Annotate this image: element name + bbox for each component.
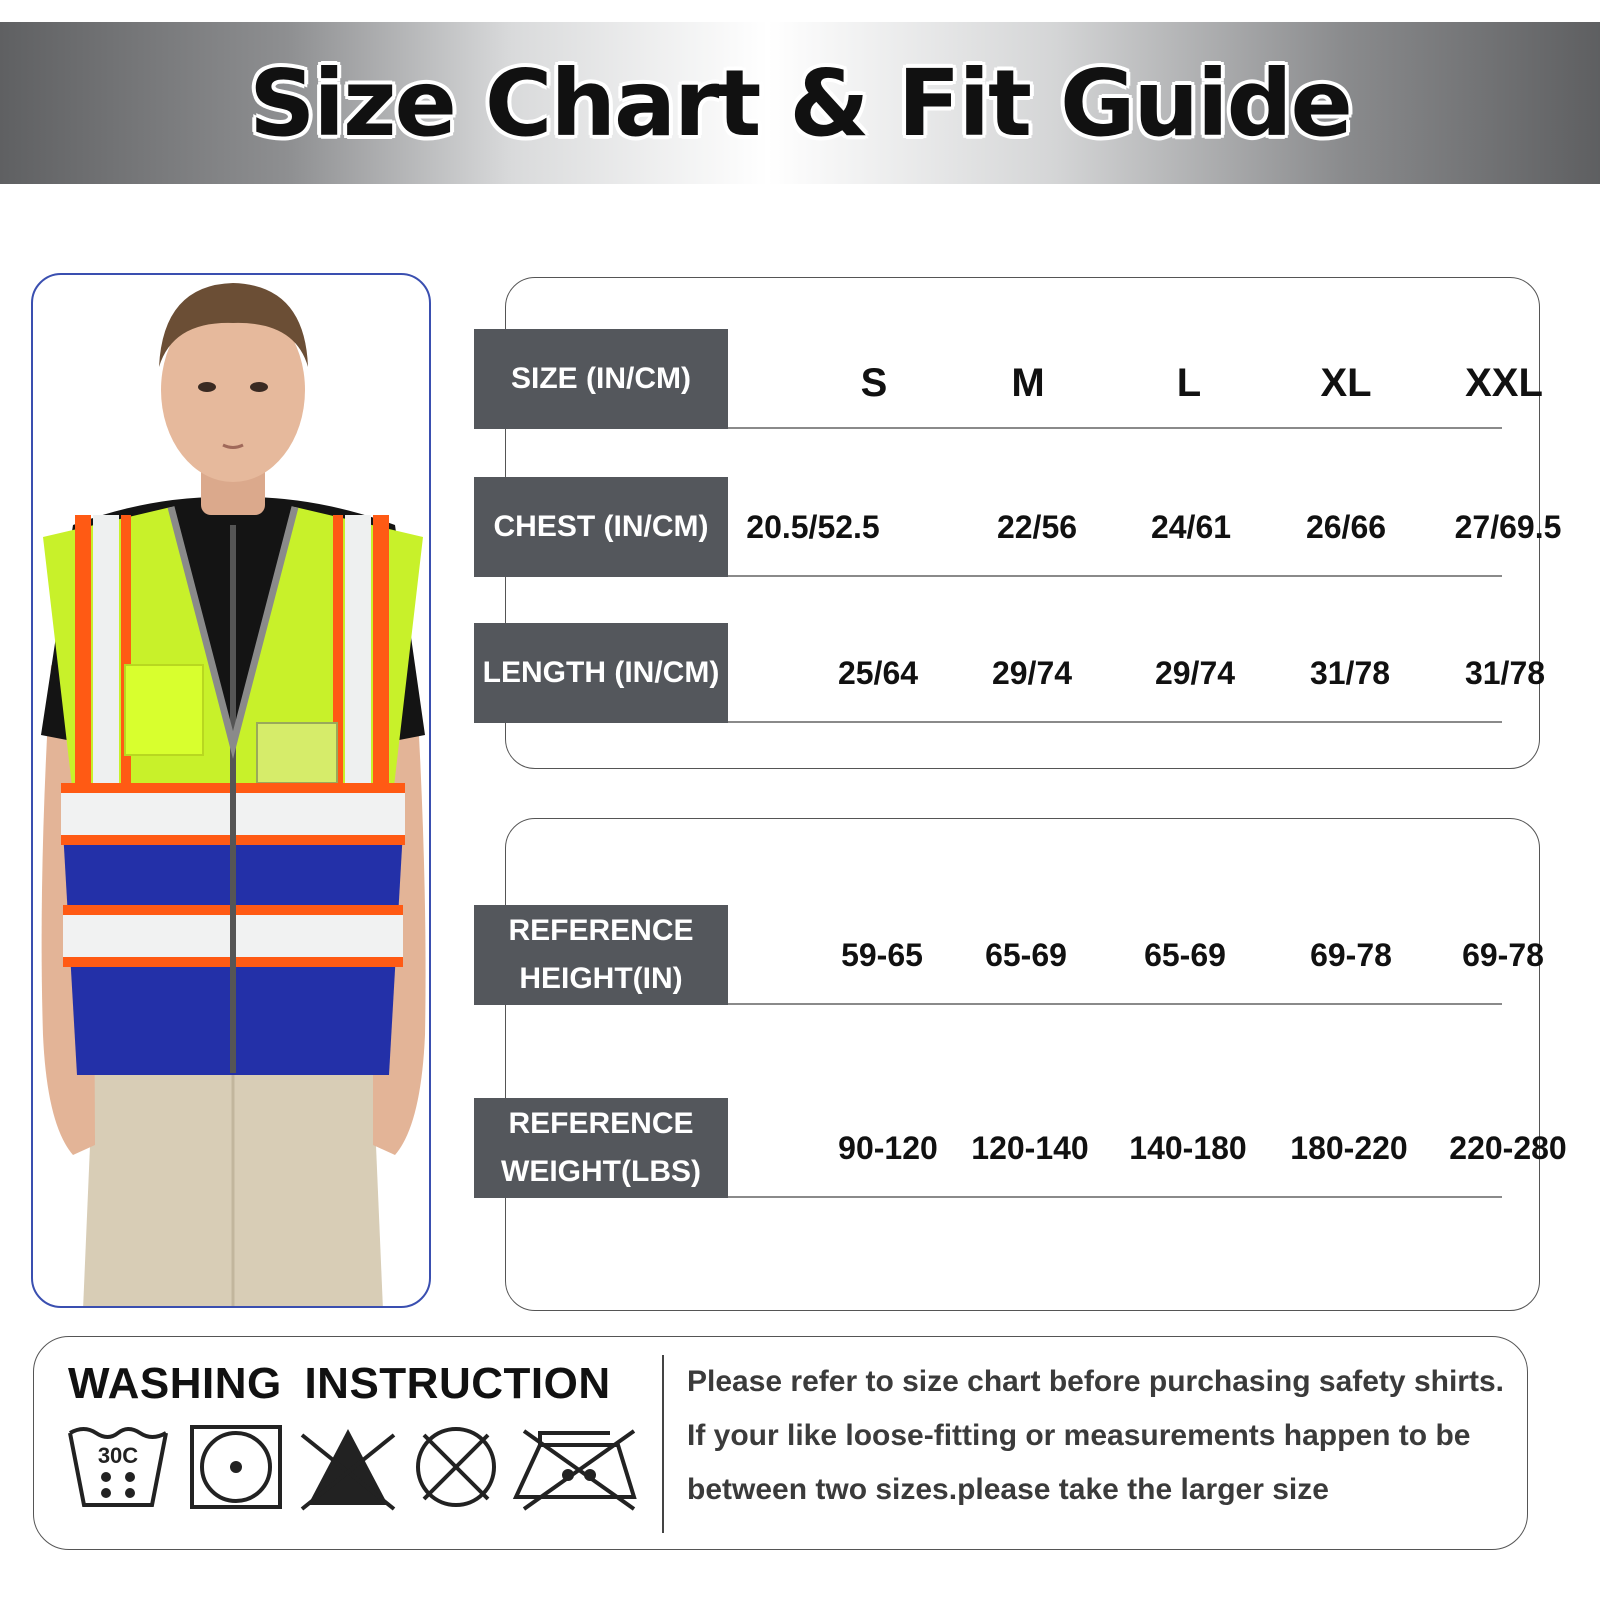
chest-row: [474, 477, 1562, 577]
washing-divider: [662, 1355, 664, 1533]
reference-card: [505, 818, 1540, 1311]
chest-s: 20.5/52.5: [746, 508, 880, 545]
header-banner: [0, 22, 1600, 184]
height-l: 65-69: [1144, 936, 1226, 973]
do-not-dry-clean-icon: [410, 1423, 502, 1511]
size-s: S: [860, 360, 888, 405]
chest-label: CHEST (IN/CM): [474, 477, 728, 577]
model-photo: [31, 273, 431, 1308]
height-label: REFERENCE HEIGHT(IN): [474, 905, 728, 1005]
weight-xl: 180-220: [1290, 1129, 1408, 1166]
tumble-dry-low-icon: [188, 1423, 284, 1511]
chest-l: 24/61: [1150, 508, 1232, 545]
do-not-iron-icon: [510, 1423, 642, 1511]
height-m: 65-69: [985, 936, 1067, 973]
sizing-note: Please refer to size chart before purchasing safety shirts. If your like loose-fitting or measurements happen to be between two sizes.please take the larger size: [687, 1365, 1504, 1506]
length-m: 29/74: [991, 654, 1073, 691]
washing-instruction-box: [33, 1336, 1528, 1550]
chest-xl: 26/66: [1305, 508, 1387, 545]
size-xl: XL: [1320, 360, 1372, 405]
height-s: 59-65: [841, 936, 923, 973]
washing-title: WASHING INSTRUCTION: [68, 1359, 611, 1408]
weight-xxl: 220-280: [1449, 1129, 1567, 1166]
length-row: [474, 623, 1546, 723]
size-label: SIZE (IN/CM): [474, 329, 728, 429]
length-xl: 31/78: [1309, 654, 1391, 691]
weight-row: [474, 1098, 1567, 1198]
height-xl: 69-78: [1310, 936, 1392, 973]
wash-temp-label: 30C: [97, 1443, 139, 1468]
length-xxl: 31/78: [1464, 654, 1546, 691]
weight-l: 140-180: [1129, 1129, 1247, 1166]
size-header-row: [474, 329, 1543, 429]
machine-wash-30c-icon: [66, 1423, 170, 1511]
height-xxl: 69-78: [1462, 936, 1544, 973]
length-l: 29/74: [1154, 654, 1236, 691]
size-l: L: [1176, 360, 1202, 405]
chest-xxl: 27/69.5: [1454, 508, 1562, 545]
weight-s: 90-120: [838, 1129, 938, 1166]
weight-m: 120-140: [971, 1129, 1089, 1166]
page-title: Size Chart & Fit Guide: [249, 49, 1351, 157]
size-m: M: [1011, 360, 1045, 405]
weight-label: REFERENCE WEIGHT(LBS): [474, 1098, 728, 1198]
chest-m: 22/56: [996, 508, 1078, 545]
vest-model-illustration: [33, 275, 431, 1308]
do-not-bleach-icon: [300, 1423, 396, 1511]
length-label: LENGTH (IN/CM): [474, 623, 728, 723]
length-s: 25/64: [837, 654, 919, 691]
height-row: [474, 905, 1544, 1005]
size-xxl: XXL: [1465, 360, 1543, 405]
